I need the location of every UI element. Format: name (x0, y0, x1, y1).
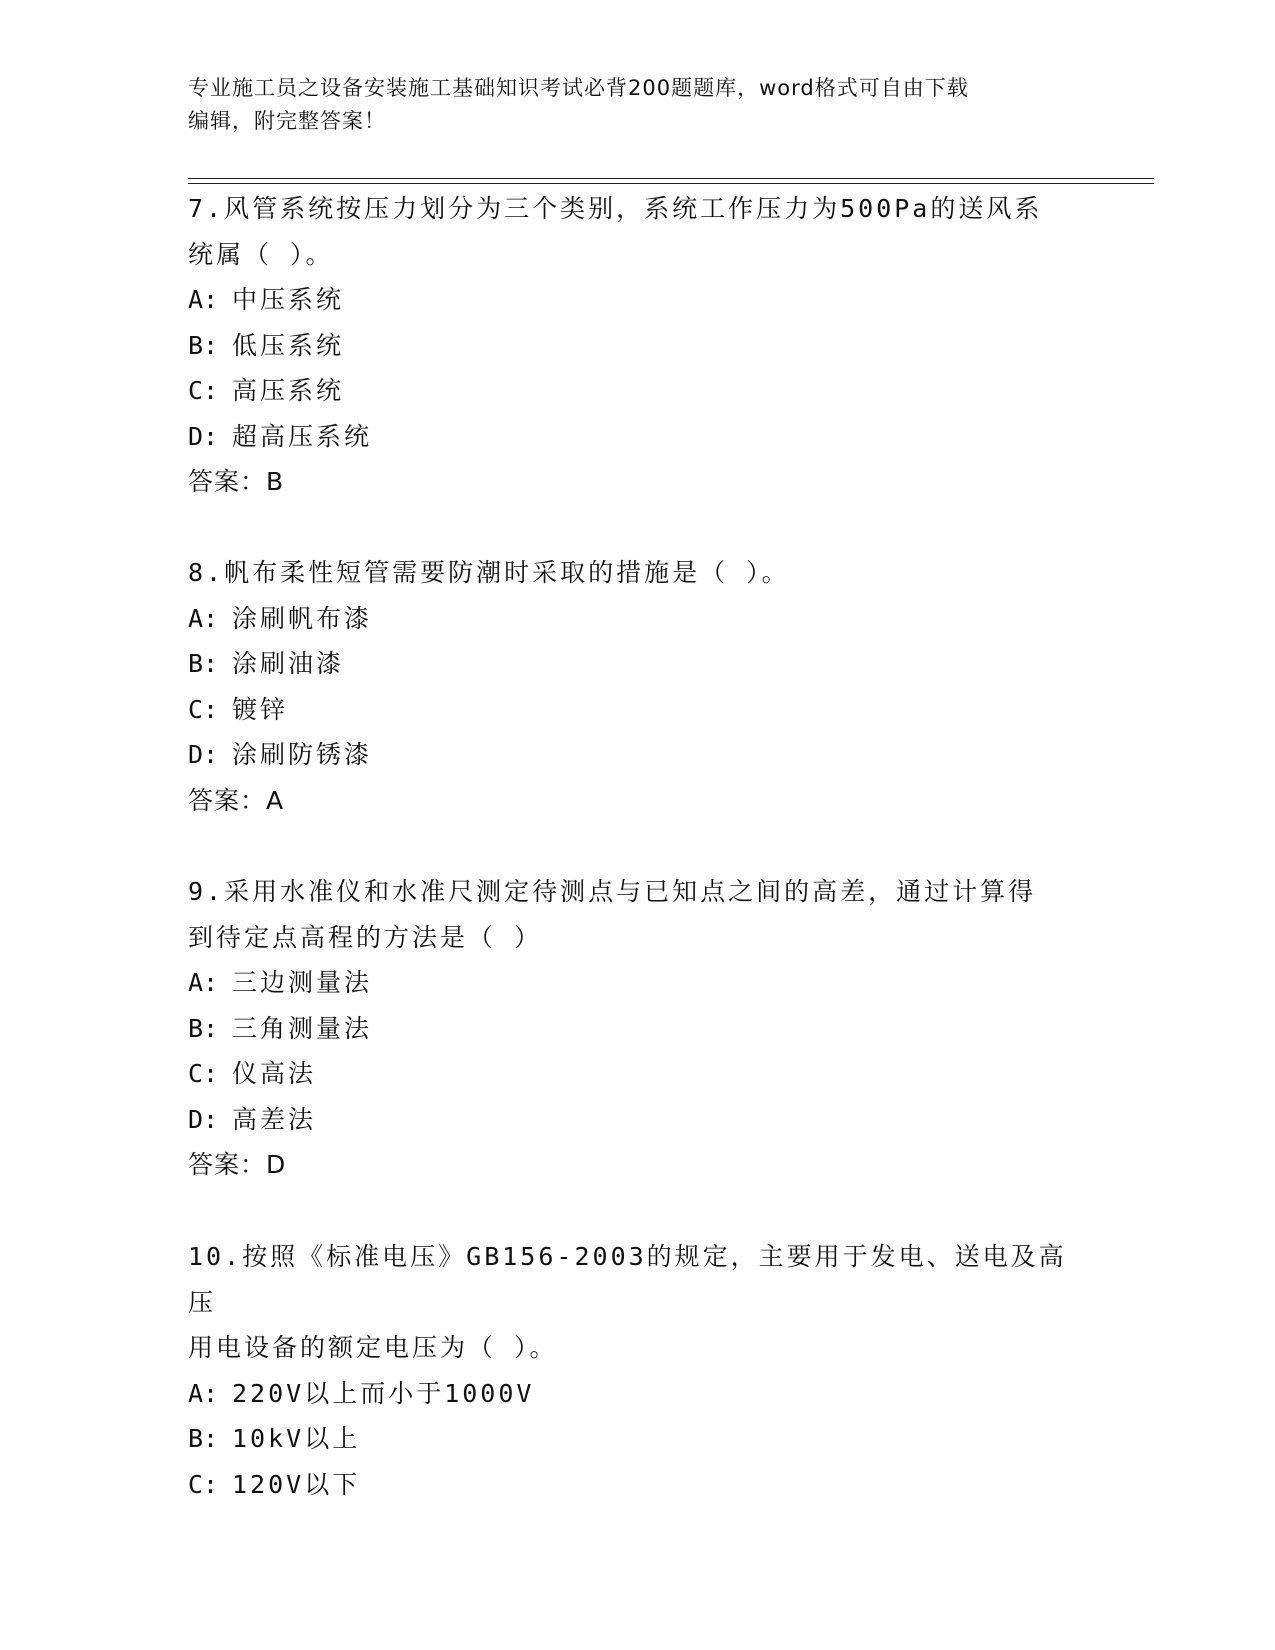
option-key: B: (188, 649, 219, 678)
option-key: A: (188, 285, 219, 314)
option-key: A: (188, 1378, 219, 1408)
question-stem-line: 10.按照《标准电压》GB156-2003的规定，主要用于发电、送电及高压 (188, 1242, 1067, 1317)
question-stem-line: 用电设备的额定电压为（ ）。 (188, 1333, 558, 1362)
option-text: 高压系统 (232, 376, 345, 405)
option-text: 120V以下 (232, 1469, 361, 1499)
answer-line: 答案：A (188, 785, 285, 815)
option-text: 仪高法 (232, 1059, 317, 1088)
option-key: B: (188, 1424, 219, 1453)
header-divider-bottom (188, 183, 1154, 184)
option-text: 高差法 (232, 1104, 317, 1134)
option-key: A: (188, 603, 219, 633)
question-stem-line: 统属（ ）。 (188, 239, 334, 269)
option-b (188, 1416, 1088, 1462)
answer-line: 答案：D (188, 1150, 287, 1179)
option-b (188, 641, 1088, 687)
option-key: D: (188, 1104, 219, 1134)
document-header (188, 72, 1068, 138)
header-line-2: 编辑，附完整答案！ (188, 109, 386, 133)
option-text: 涂刷帆布漆 (232, 603, 373, 633)
question-8 (188, 550, 1088, 823)
header-line-1: 专业施工员之设备安装施工基础知识考试必背200题题库，word格式可自由下载 (188, 76, 969, 100)
option-d (188, 732, 1088, 778)
option-text: 10kV以上 (232, 1424, 361, 1453)
option-key: B: (188, 330, 219, 360)
option-b (188, 323, 1088, 369)
option-a (188, 596, 1088, 642)
question-stem-line: 9.采用水准仪和水准尺测定待测点与已知点之间的高差，通过计算得 (188, 877, 1037, 906)
option-c (188, 1051, 1088, 1097)
option-text: 超高压系统 (232, 421, 373, 451)
option-text: 220V以上而小于1000V (232, 1378, 535, 1408)
option-d (188, 1097, 1088, 1143)
option-key: C: (188, 376, 219, 405)
answer-line: 答案：B (188, 467, 285, 496)
option-c (188, 368, 1088, 414)
option-text: 中压系统 (232, 285, 345, 314)
option-a (188, 1371, 1088, 1417)
option-key: C: (188, 1059, 219, 1088)
option-key: B: (188, 1013, 219, 1043)
option-text: 三角测量法 (232, 1013, 373, 1043)
option-a (188, 960, 1088, 1006)
option-key: D: (188, 421, 219, 451)
option-b (188, 1006, 1088, 1052)
option-text: 涂刷防锈漆 (232, 740, 373, 769)
question-stem-line: 到待定点高程的方法是（ ） (188, 922, 543, 952)
option-text: 涂刷油漆 (232, 649, 345, 678)
option-key: A: (188, 968, 219, 997)
option-d (188, 414, 1088, 460)
question-stem-line: 8.帆布柔性短管需要防潮时采取的措施是（ ）。 (188, 558, 790, 587)
question-7 (188, 186, 1088, 505)
question-stem-line: 7.风管系统按压力划分为三个类别，系统工作压力为500Pa的送风系 (188, 194, 1043, 223)
option-c (188, 687, 1088, 733)
question-9 (188, 869, 1088, 1188)
option-key: C: (188, 694, 219, 724)
option-key: C: (188, 1469, 219, 1499)
option-text: 低压系统 (232, 330, 345, 360)
option-text: 镀锌 (232, 694, 289, 724)
header-divider-top (188, 178, 1154, 179)
option-c (188, 1462, 1088, 1508)
option-key: D: (188, 740, 219, 769)
option-a (188, 277, 1088, 323)
option-text: 三边测量法 (232, 968, 373, 997)
question-10 (188, 1234, 1088, 1507)
